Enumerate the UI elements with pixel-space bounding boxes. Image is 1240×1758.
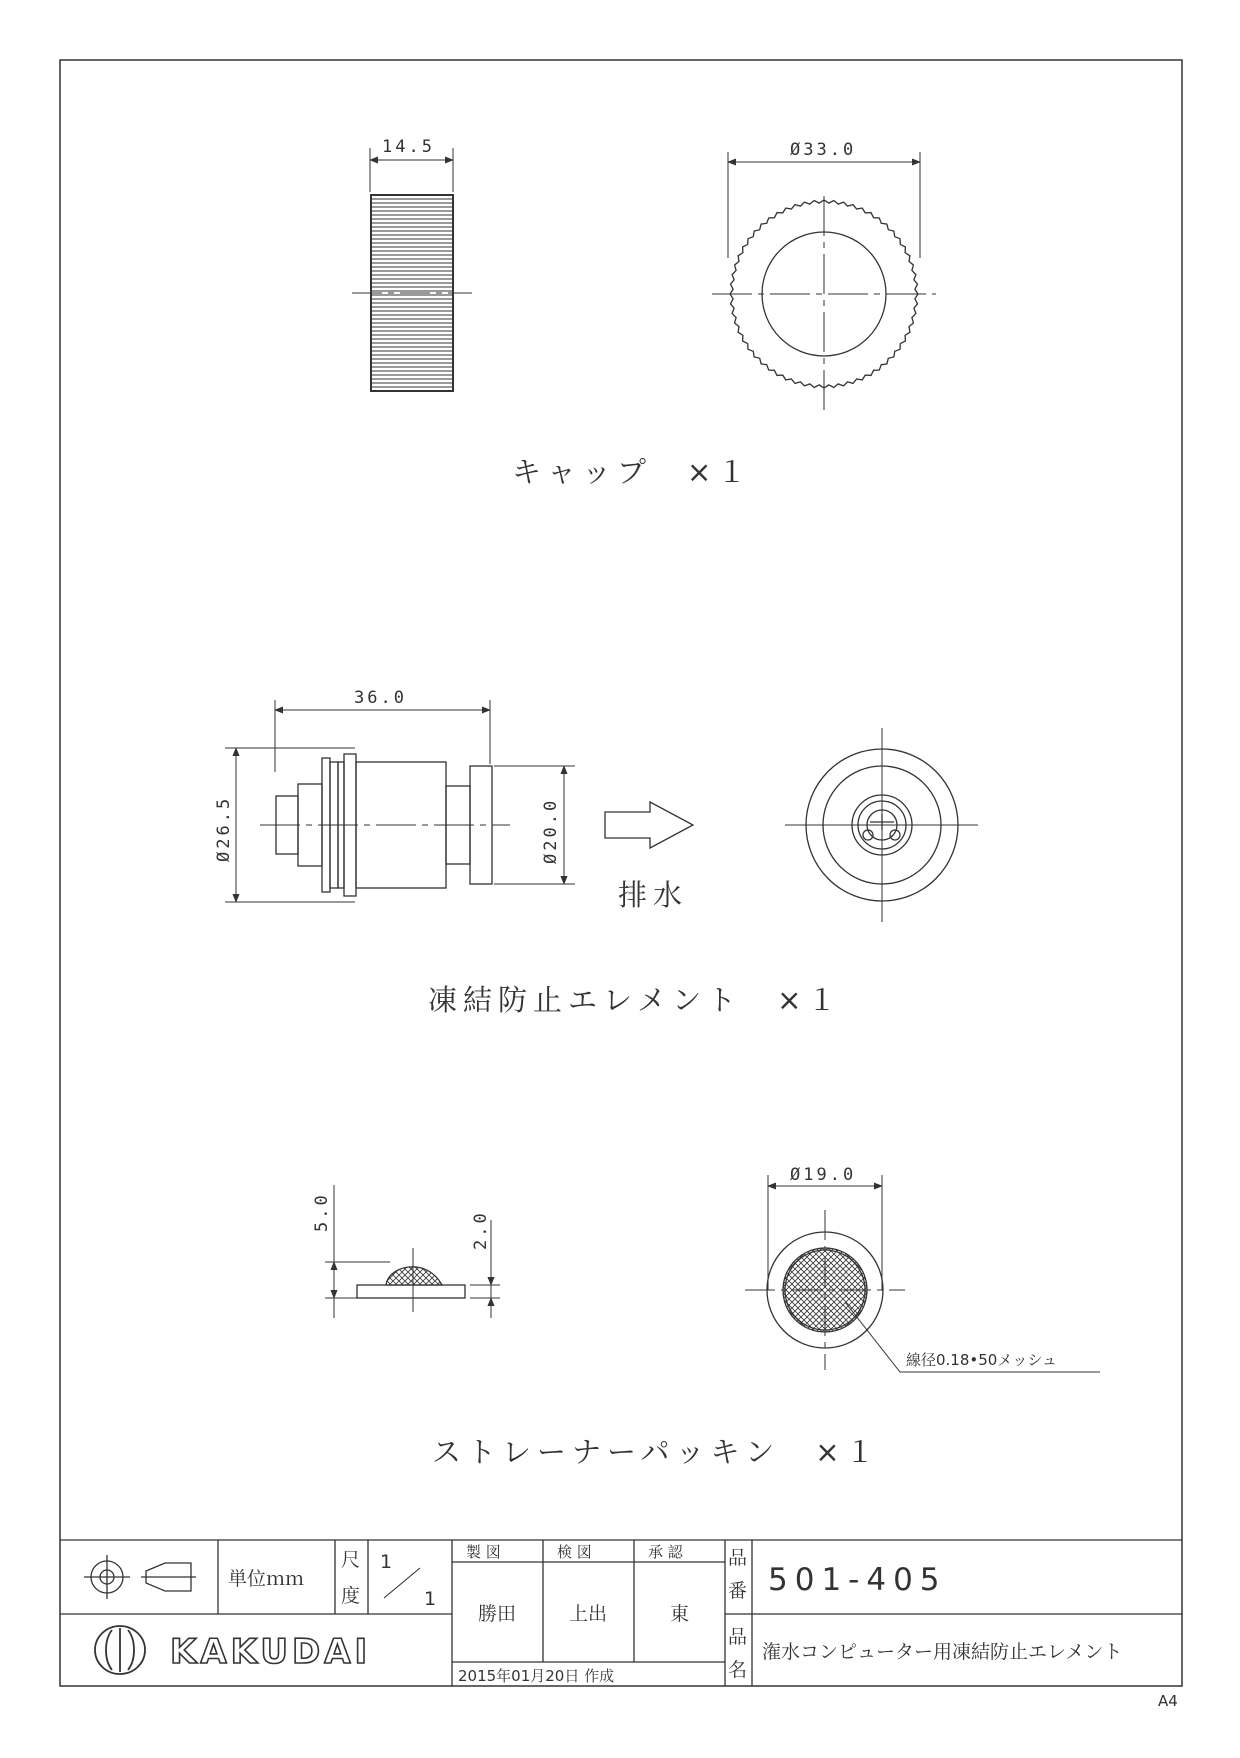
flow-label: 排水 [618,878,689,912]
caption-cap: キャップ ×１ [512,455,753,489]
part-name-label-1: 品 [728,1626,748,1648]
cap-front-view [712,152,936,412]
element-front-view [785,728,978,922]
name-checked: 上出 [569,1603,608,1625]
cap-side-view [352,148,472,391]
kakudai-logo-icon [95,1626,145,1674]
dim-element-length: 36.0 [354,688,407,708]
role-drawn: 製 図 [466,1543,501,1561]
caption-element: 凍結防止エレメント ×１ [428,983,843,1017]
dim-strainer-thickness: 2.0 [471,1210,491,1250]
dim-strainer-height: 5.0 [312,1192,332,1232]
mesh-note: 線径0.18•50メッシュ [906,1351,1058,1369]
unit-label: 単位ｍｍ [228,1568,305,1590]
flow-arrow-icon [605,802,693,848]
third-angle-projection-icon [84,1555,196,1599]
paper-size: A4 [1158,1692,1178,1710]
part-number: 501-405 [768,1562,947,1598]
date-created: 2015年01月20日 作成 [458,1667,615,1685]
role-approved: 承 認 [648,1543,683,1561]
dim-element-outer-diameter: Ø26.5 [214,795,234,862]
dim-cap-diameter: Ø33.0 [790,140,857,160]
scale-denominator: 1 [424,1588,437,1610]
element-side-view [225,700,575,902]
name-drawn: 勝田 [478,1603,517,1625]
dim-cap-width: 14.5 [382,137,435,157]
dim-strainer-diameter: Ø19.0 [790,1165,857,1185]
part-no-label-2: 番 [728,1580,748,1602]
role-checked: 検 図 [557,1543,592,1561]
company-logo-text: KAKUDAI [170,1632,372,1672]
strainer-side-view [325,1185,500,1318]
scale-label-1: 尺 [341,1549,361,1571]
part-no-label-1: 品 [728,1547,748,1569]
scale-label-2: 度 [341,1585,361,1607]
name-approved: 東 [670,1603,690,1625]
part-name: 潅水コンピューター用凍結防止エレメント [762,1641,1123,1663]
scale-numerator: 1 [380,1551,393,1573]
caption-strainer: ストレーナーパッキン ×１ [432,1435,881,1469]
part-name-label-2: 名 [728,1659,748,1681]
dim-element-inner-diameter: Ø20.0 [541,797,561,864]
strainer-front-view [745,1175,1100,1372]
